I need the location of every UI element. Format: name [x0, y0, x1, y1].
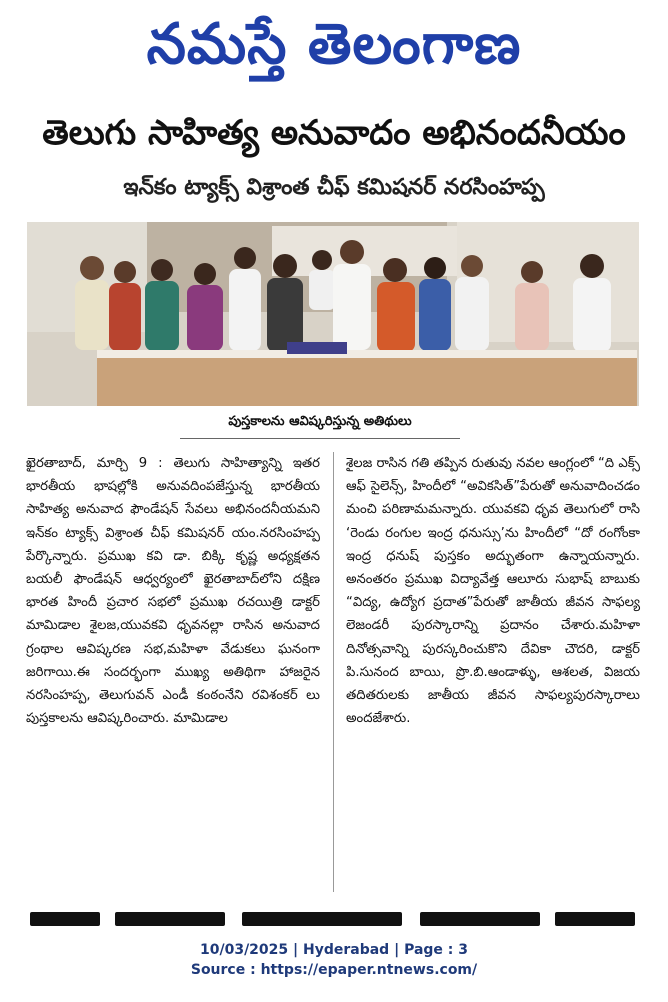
newspaper-masthead: నమస్తే తెలంగాణ — [146, 11, 522, 77]
footer-dateline: 10/03/2025 | Hyderabad | Page : 3 — [199, 942, 469, 958]
photo-caption: పుస్తకాలను ఆవిష్కరిస్తున్న అతిథులు — [228, 414, 412, 429]
article-body-left-column: ఖైరతాబాద్, మార్చి 9 : తెలుగు సాహిత్యాన్ని ఇతర భారతీయ భాషల్లోకి అనువదింపజేస్తున్న భారతీయ సాహిత్య అనువాద ఫౌండేషన్ సేవలు అభినందనీయమని ఇన్‌కం ట్యాక్స్ విశ్రాంత చీఫ్ కమిషనర్ యం.నరసింహప్ప పేర్కొన్నారు. ప్రముఖ కవి డా. బిక్కి కృష్ణ అధ్యక్షతన బయలీ ఫౌండేషన్ ఆధ్వర్యంలో ఖైరతాబాద్‌లోని దక్షిణ భారత హిందీ ప్రచార సభలో ప్రముఖ రచయిత్రి డాక్టర్ మామిడాల శైలజ,యువకవి ధృవనల్లా రాసిన అనువాద గ్రంథాల ఆవిష్కరణ సభ,మహిళా వేడుకలు ఘనంగా జరిగాయి.ఈ సందర్భంగా ముఖ్య అతిథిగా హాజరైన నరసింహప్ప, తెలుగువన్ ఎండీ కంఠంనేని రవిశంకర్ లు పుస్తకాలను ఆవిష్కరించారు. మామిడాల — [26, 456, 320, 727]
cropped-glyph-block — [30, 912, 100, 926]
caption-divider — [180, 438, 460, 439]
cropped-next-headline — [20, 908, 648, 930]
photo-illustration — [27, 222, 639, 406]
article-headline: తెలుగు సాహిత్య అనువాదం అభినందనీయం — [42, 113, 626, 153]
footer-source: Source : https://epaper.ntnews.com/ — [190, 962, 478, 978]
cropped-glyph-block — [115, 912, 225, 926]
cropped-glyph-block — [420, 912, 540, 926]
page-footer — [0, 940, 668, 984]
event-photo — [27, 222, 639, 406]
article-body-right-column: శైలజ రాసిన గతి తప్పిన రుతువు నవల ఆంగ్లంలో “ది ఎక్స్ ఆఫ్ సైలెన్స్, హిందీలో “అవికసిత్”పేరుతో అనువాదించడం మంచి పరిణామమన్నారు. యువకవి ధృవ తెలుగులో రాసి ‘రెండు రంగుల ఇంద్ర ధనుస్సు’ను హిందీలో “దో రంగోంకా ఇంద్ర ధనుష్ పుస్తకం అద్భుతంగా ఉన్నాయన్నారు. అనంతరం ప్రముఖ విద్యావేత్త ఆలూరు సుభాష్ బాబుకు “విద్య, ఉద్యోగ ప్రదాత”పేరుతో జాతీయ జీవన సాఫల్య లెజండరీ పురస్కారాన్ని ప్రదానం చేశారు.మహిళా దినోత్సవాన్ని పురస్కరించుకొని దేవికా చౌదరి, డాక్టర్ పి.సునంద బాయి, ప్రొ.బి.ఆండాళ్ళు, ఆశలత, విజయ తదితరులకు జాతీయ జీవన సాఫల్యపురస్కారాలు అందజేశారు. — [346, 456, 640, 727]
cropped-glyph-block — [555, 912, 635, 926]
article-subheadline: ఇన్‌కం ట్యాక్స్ విశ్రాంత చీఫ్ కమిషనర్ నరసింహప్ప — [123, 175, 545, 200]
column-divider — [333, 452, 334, 892]
cropped-glyph-block — [242, 912, 402, 926]
